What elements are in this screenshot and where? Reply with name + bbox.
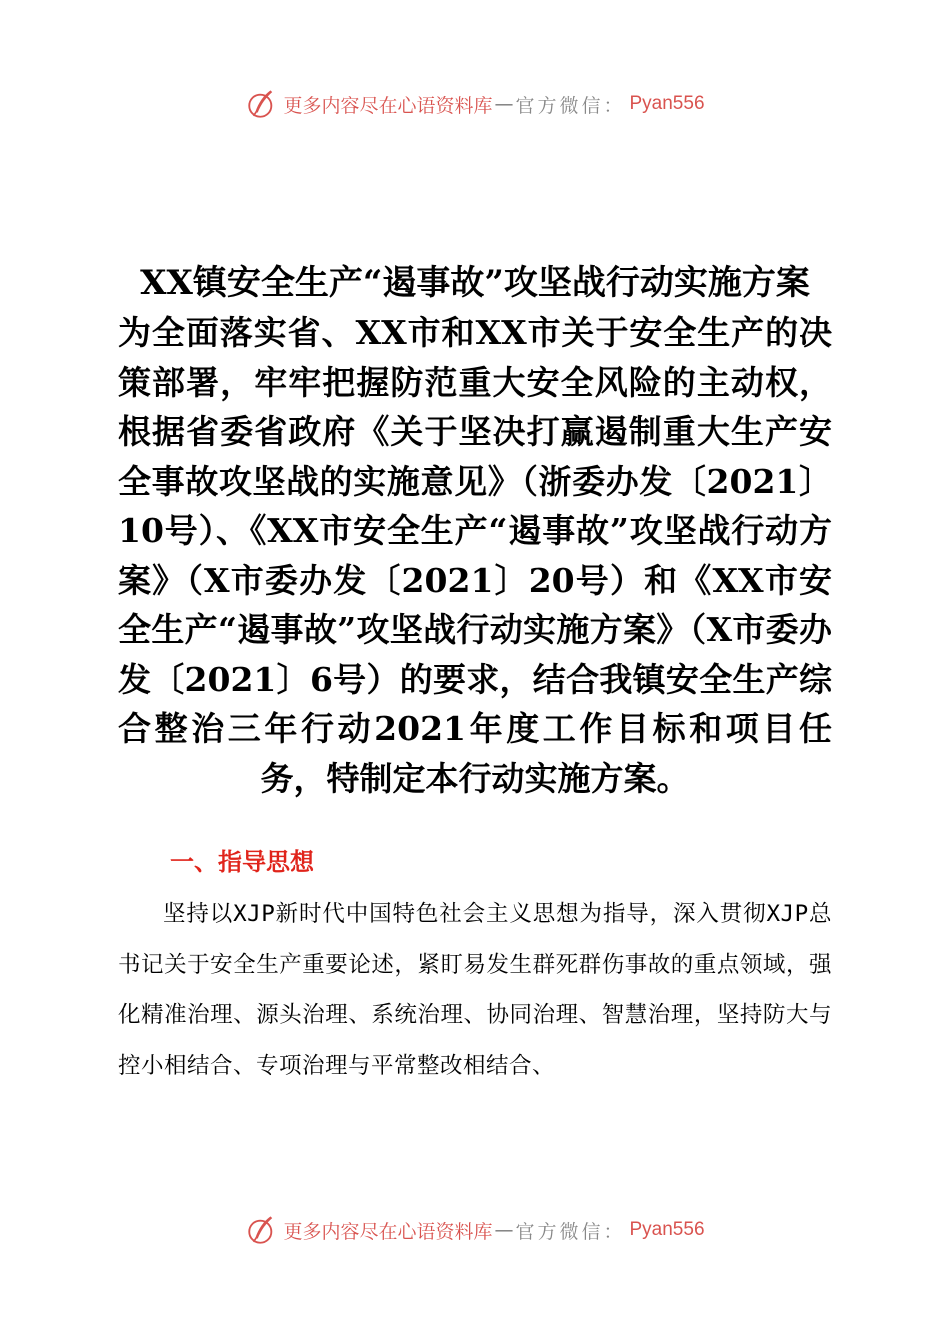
- document-title: XX镇安全生产“遏事故”攻坚战行动实施方案: [140, 263, 810, 303]
- watermark-separator: —: [494, 1219, 514, 1241]
- watermark-wechat-id: Pyan556: [629, 93, 705, 114]
- intro-paragraph: 为全面落实省、XX市和XX市关于安全生产的决策部署，牢牢把握防范重大安全风险的主动权，根据省委省政府《关于坚决打赢遏制重大生产安全事故攻坚战的实施意见》（浙委办发〔2021〕10号）、《XX市安全生产“遏事故”攻坚战行动方案》（X市委办发〔2021〕20号）和《XX市安全生产“遏事故”攻坚战行动实施方案》（X市委办发〔2021〕6号）的要求，结合我镇安全生产综合整治三年行动2021年度工作目标和项目任务，特制定本行动实施方案。: [118, 313, 832, 798]
- header-watermark: [0, 84, 950, 124]
- document-body: [118, 258, 832, 1091]
- section-heading-guiding-ideology: 一、指导思想: [170, 848, 314, 876]
- watermark-wechat-id: Pyan556: [629, 1219, 705, 1240]
- section-body-paragraph: 坚持以XJP新时代中国特色社会主义思想为指导，深入贯彻XJP总书记关于安全生产重要论述，紧盯易发生群死群伤事故的重点领域，强化精准治理、源头治理、系统治理、协同治理、智慧治理，坚持防大与控小相结合、专项治理与平常整改相结合、: [118, 901, 832, 1079]
- watermark-label: 官方微信：: [515, 94, 626, 117]
- watermark-separator: —: [494, 93, 514, 115]
- quill-logo-icon: [245, 1213, 279, 1247]
- watermark-text: 更多内容尽在心语资料库: [283, 1220, 493, 1243]
- footer-watermark: [0, 1210, 950, 1250]
- watermark-text: 更多内容尽在心语资料库: [283, 94, 493, 117]
- watermark-label: 官方微信：: [515, 1220, 626, 1243]
- quill-logo-icon: [245, 87, 279, 121]
